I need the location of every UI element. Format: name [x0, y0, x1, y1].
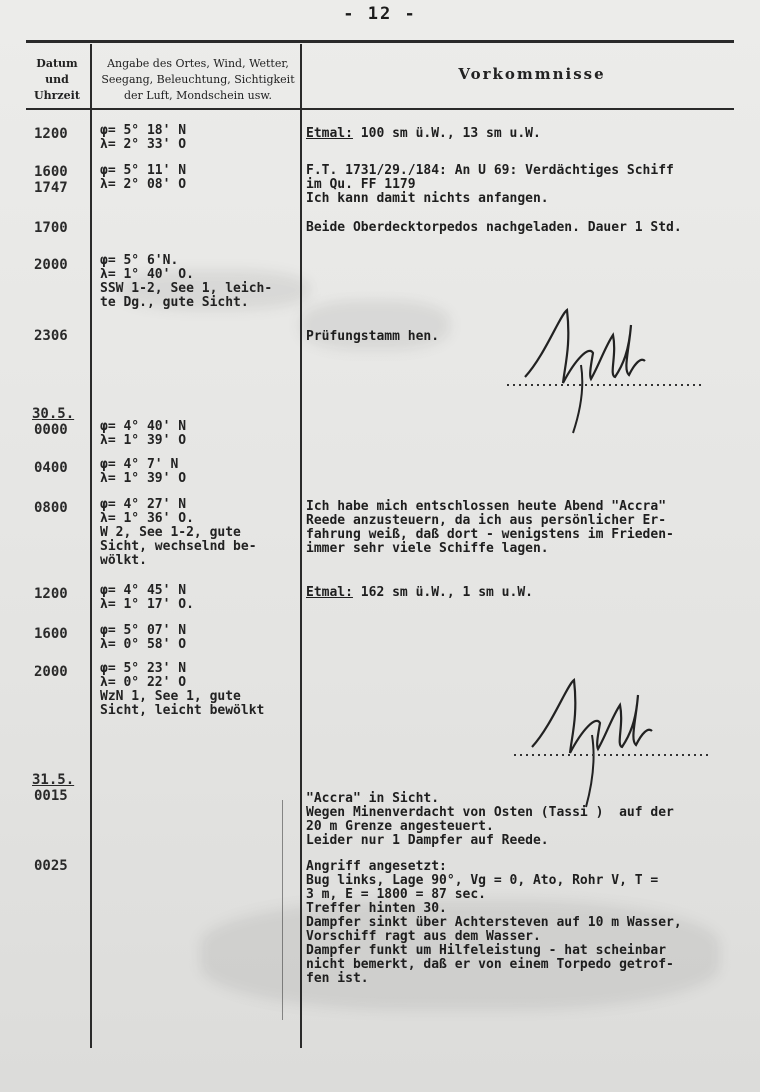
- signature-2: [512, 675, 722, 810]
- signature-1: [505, 305, 715, 440]
- time-0400: 0400: [34, 460, 68, 476]
- time-1600-b: 1600: [34, 626, 68, 642]
- date-30-label: 30.5.: [32, 406, 75, 422]
- position-1200-a: φ= 5° 18' N λ= 2° 33' O: [100, 123, 187, 152]
- time-2306: 2306: [34, 328, 68, 344]
- position-1200-b: φ= 4° 45' N λ= 1° 17' O.: [100, 583, 194, 612]
- header-location-weather: Angabe des Ortes, Wind, Wetter, Seegang, Beleuchtung, Sichtigkeit der Luft, Mondschein usw.: [101, 57, 295, 102]
- position-0400: φ= 4° 7' N λ= 1° 39' O: [100, 457, 187, 486]
- time-2000-b: 2000: [34, 664, 68, 680]
- date-31-may: [32, 772, 74, 788]
- time-1600-a: 1600: [34, 164, 68, 180]
- time-2000-a: 2000: [34, 257, 68, 273]
- time-1200-b: 1200: [34, 586, 68, 602]
- time-1700: 1700: [34, 220, 68, 236]
- time-0800: 0800: [34, 500, 68, 516]
- time-1747: 1747: [34, 180, 68, 196]
- position-0800: φ= 4° 27' N λ= 1° 36' O. W 2, See 1-2, gute Sicht, wechselnd be- wölkt.: [100, 497, 257, 568]
- header-top-rule: [26, 40, 734, 43]
- header-date-time: Datum und Uhrzeit: [34, 57, 80, 102]
- etmal-value: 162 sm ü.W., 1 sm u.W.: [352, 585, 533, 600]
- event-etmal-1: [306, 127, 758, 141]
- etmal-value: 100 sm ü.W., 13 sm u.W.: [352, 126, 541, 141]
- header-bottom-rule: [26, 108, 734, 110]
- time-0000: 0000: [34, 422, 68, 438]
- time-0015: 0015: [34, 788, 68, 804]
- faint-divider: [282, 800, 283, 1020]
- column-divider-1: [90, 44, 92, 1048]
- position-0000: φ= 4° 40' N λ= 1° 39' O: [100, 419, 187, 448]
- time-1200-a: 1200: [34, 126, 68, 142]
- event-1747: F.T. 1731/29./184: An U 69: Verdächtiges Schiff im Qu. FF 1179 Ich kann damit nichts anfangen.: [306, 163, 674, 206]
- date-31-label: 31.5.: [32, 772, 75, 788]
- position-2000-b: φ= 5° 23' N λ= 0° 22' O WzN 1, See 1, gute Sicht, leicht bewölkt: [100, 661, 265, 718]
- event-etmal-2: [306, 586, 758, 600]
- etmal-label: Etmal:: [306, 126, 353, 141]
- event-0025: Angriff angesetzt: Bug links, Lage 90°, Vg = 0, Ato, Rohr V, T = 3 m, E = 1800 = 87 sec. Treffer hinten 30. Dampfer sinkt über Achtersteven auf 10 m Wasser, Vorschiff ragt aus dem Wasser. Dampfer funkt um Hilfeleistung - hat scheinbar nicht bemerkt, daß er von einem Torpedo getrof- fen ist.: [306, 859, 682, 986]
- event-2306: Prüfungstamm hen.: [306, 329, 440, 344]
- position-1600-b: φ= 5° 07' N λ= 0° 58' O: [100, 623, 187, 652]
- etmal-label: Etmal:: [306, 585, 353, 600]
- date-30-may: [32, 406, 74, 422]
- event-0800: Ich habe mich entschlossen heute Abend "Accra" Reede anzusteuern, da ich aus persönlicher Er- fahrung weiß, daß dort - wenigstens im Frieden- immer sehr viele Schiffe lagen.: [306, 499, 674, 556]
- header-events: Vorkommnisse: [458, 65, 606, 83]
- event-1700: Beide Oberdecktorpedos nachgeladen. Dauer 1 Std.: [306, 220, 682, 235]
- page-number: - 12 -: [343, 4, 417, 24]
- position-2000-a: φ= 5° 6'N. λ= 1° 40' O. SSW 1-2, See 1, leich- te Dg., gute Sicht.: [100, 253, 273, 310]
- event-0015: "Accra" in Sicht. Wegen Minenverdacht von Osten (Tassi ) auf der 20 m Grenze angesteuert. Leider nur 1 Dampfer auf Reede.: [306, 791, 674, 848]
- position-1600-a: φ= 5° 11' N λ= 2° 08' O: [100, 163, 187, 192]
- column-divider-2: [300, 44, 302, 1048]
- time-0025: 0025: [34, 858, 68, 874]
